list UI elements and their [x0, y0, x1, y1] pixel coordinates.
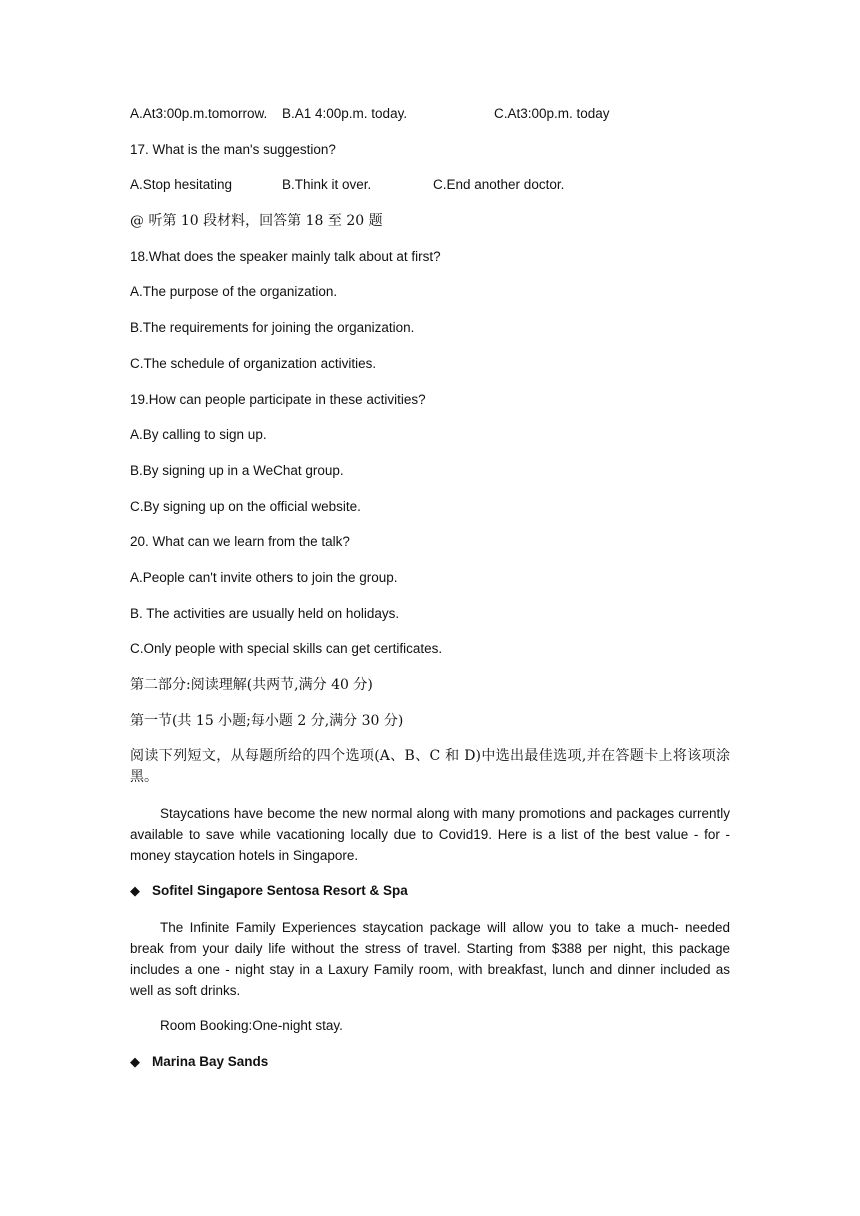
- q20-option-c: C.Only people with special skills can get certificates.: [130, 641, 443, 657]
- q18-option-a: A.The purpose of the organization.: [130, 284, 338, 300]
- diamond-bullet-icon: ◆: [130, 1054, 140, 1070]
- hotel1-name: Sofitel Singapore Sentosa Resort & Spa: [152, 883, 408, 899]
- section1-title: 第一节(共 15 小题;每小题 2 分,满分 30 分): [130, 712, 404, 729]
- q19-question: 19.How can people participate in these activities?: [130, 391, 426, 407]
- q20-option-a: A.People can't invite others to join the group.: [130, 569, 398, 585]
- hotel1-booking: Room Booking:One-night stay.: [160, 1018, 343, 1034]
- q17-question: 17. What is the man's suggestion?: [130, 141, 336, 157]
- hotel2-name: Marina Bay Sands: [152, 1054, 269, 1070]
- q20-option-b: B. The activities are usually held on holidays.: [130, 605, 400, 621]
- q16-option-a: A.At3:00p.m.tomorrow.: [130, 106, 268, 121]
- q17-options: [130, 175, 730, 211]
- q17-option-c: C.End another doctor.: [433, 177, 565, 193]
- diamond-bullet-icon: ◆: [130, 883, 140, 899]
- part2-title: 第二部分:阅读理解(共两节,满分 40 分): [130, 677, 373, 693]
- q16-options: [130, 104, 730, 140]
- q18-question: 18.What does the speaker mainly talk about at first?: [130, 248, 441, 264]
- passage-intro: Staycations have become the new normal along with many promotions and packages currently available to save while vacationing locally due to Covid19. Here is a list of the best value - for - money staycation hotels in Singapore.: [130, 806, 730, 864]
- q19-option-c: C.By signing up on the official website.: [130, 498, 361, 514]
- q16-option-b: B.A1 4:00p.m. today.: [282, 106, 408, 121]
- hotel1-heading: [130, 881, 730, 917]
- hotel1-description: The Infinite Family Experiences staycation package will allow you to take a much- needed break from your daily life without the stress of travel. Starting from $388 per night, this package includes a one - night stay in a Laxury Family room, with breakfast, lunch and dinner included as well as soft drinks.: [130, 920, 730, 999]
- section10-instruction: @ 听第 10 段材料，回答第 18 至 20 题: [130, 213, 383, 230]
- q18-option-b: B.The requirements for joining the organization.: [130, 320, 415, 336]
- hotel2-heading: [130, 1052, 730, 1088]
- q19-option-b: B.By signing up in a WeChat group.: [130, 462, 344, 478]
- reading-instruction: 阅读下列短文，从每题所给的四个选项(A、B、C 和 D)中选出最佳选项,并在答题卡上将该项涂黑。: [130, 748, 730, 786]
- document-page: [130, 104, 730, 1088]
- q17-option-a: A.Stop hesitating: [130, 177, 233, 193]
- q20-question: 20. What can we learn from the talk?: [130, 534, 350, 550]
- q17-option-b: B.Think it over.: [282, 177, 372, 193]
- q18-option-c: C.The schedule of organization activities.: [130, 355, 377, 371]
- q16-option-c: C.At3:00p.m. today: [494, 106, 610, 121]
- q19-option-a: A.By calling to sign up.: [130, 427, 267, 443]
